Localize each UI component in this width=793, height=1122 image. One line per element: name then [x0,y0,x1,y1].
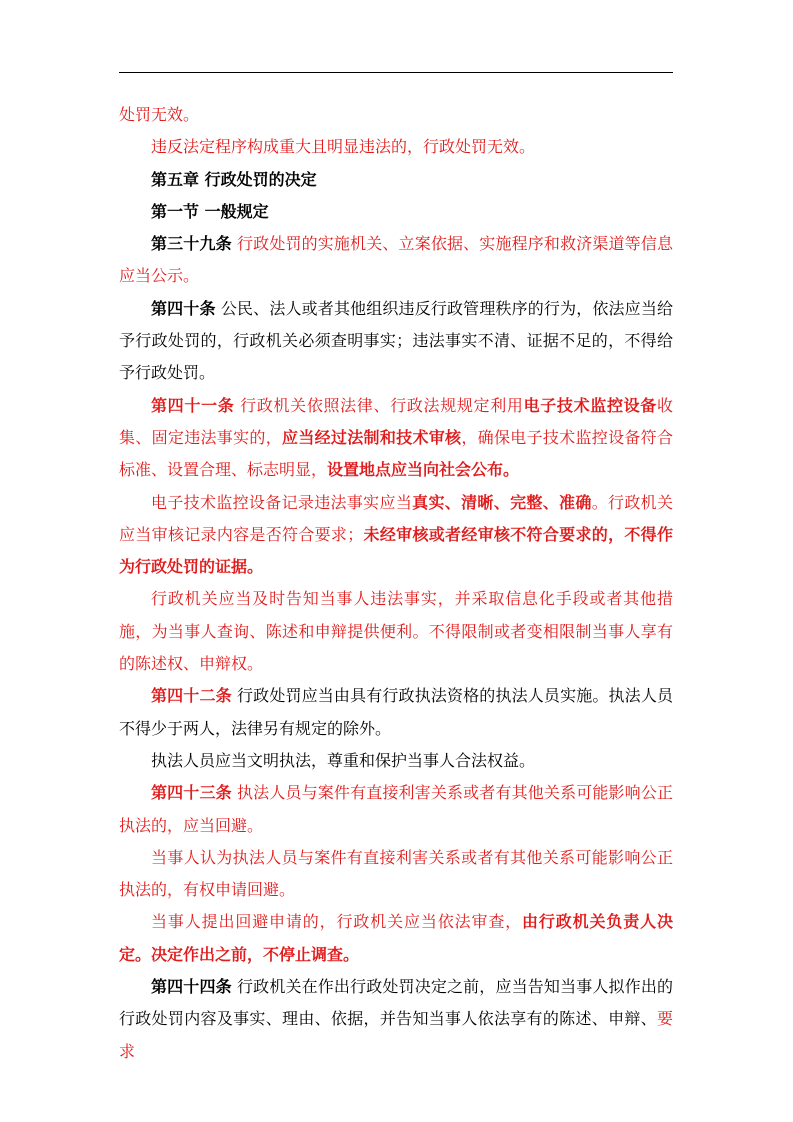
article-text: 收集、固定违法事实的， [119,395,673,447]
section-heading [119,196,673,228]
paragraph-text: 违反法定程序构成重大且明显违法的，行政处罚无效。 [151,137,536,157]
article-44 [119,971,673,1068]
paragraph-text: 处罚无效。 [119,105,200,124]
document-body [119,99,673,1068]
article-number: 第四十二条 [151,686,232,706]
article-text: 行政处罚应当由具有行政执法资格的执法人员实施。执法人员不得少于两人，法律另有规定的除外。 [119,686,673,738]
article-42 [119,680,673,745]
article-text: 行政处罚的实施机关、立案依据、实施程序和救济渠道等信息应当公示。 [119,234,673,286]
paragraph-continuation [119,99,673,131]
paragraph [119,745,673,777]
paragraph-text: 执法人员应当文明执法，尊重和保护当事人合法权益。 [151,750,536,770]
article-number: 第四十四条 [151,977,232,997]
emphasis-text: 设置地点应当向社会公布。 [327,460,520,480]
article-text: 执法人员与案件有直接利害关系或者有其他关系可能影响公正执法的，应当回避。 [119,783,673,835]
emphasis-text: 电子技术监控设备 [523,395,657,415]
emphasis-text: 由行政机关负责人决定。决定作出之前，不停止调查。 [119,912,673,964]
paragraph-text: 行政机关应当及时告知当事人违法事实，并采取信息化手段或者其他措施，为当事人查询、陈述和申辩提供便利。不得限制或者变相限制当事人享有的陈述权、申辩权。 [119,589,673,674]
article-text-red: 要求 [119,1009,673,1061]
header-rule [119,72,673,73]
article-43 [119,777,673,842]
article-40 [119,293,673,390]
paragraph [119,906,673,971]
article-39 [119,228,673,293]
section-title: 第一节 一般规定 [151,201,269,221]
paragraph-text: 当事人提出回避申请的，行政机关应当依法审查， [151,912,523,932]
chapter-heading [119,164,673,196]
article-41 [119,390,673,487]
article-number: 第三十九条 [151,234,232,254]
paragraph [119,583,673,680]
paragraph-text: 。行政机关应当审核记录内容是否符合要求； [119,492,673,544]
emphasis-text: 未经审核或者经审核不符合要求的，不得作为行政处罚的证据。 [119,524,673,577]
paragraph-text: 当事人认为执法人员与案件有直接利害关系或者有其他关系可能影响公正执法的，有权申请回避。 [119,847,673,900]
article-text: 行政机关在作出行政处罚决定之前，应当告知当事人拟作出的行政处罚内容及事实、理由、依据，并告知当事人依法享有的陈述、申辩、 [119,977,673,1029]
emphasis-text: 真实、清晰、完整、准确 [412,492,592,512]
article-text: 行政机关依照法律、行政法规规定利用 [240,395,524,415]
article-number: 第四十三条 [151,783,232,803]
paragraph [119,487,673,584]
emphasis-text: 应当经过法制和技术审核 [282,427,462,447]
article-number: 第四十条 [151,298,216,318]
paragraph [119,131,673,163]
paragraph [119,842,673,907]
article-number: 第四十一条 [151,395,235,415]
article-text: ，确保电子技术监控设备符合标准、设置合理、标志明显， [119,427,673,480]
paragraph-text: 电子技术监控设备记录违法事实应当 [151,492,413,512]
chapter-title: 第五章 行政处罚的决定 [151,169,317,189]
article-text: 公民、法人或者其他组织违反行政管理秩序的行为，依法应当给予行政处罚的，行政机关必须查明事实；违法事实不清、证据不足的，不得给予行政处罚。 [119,298,673,383]
